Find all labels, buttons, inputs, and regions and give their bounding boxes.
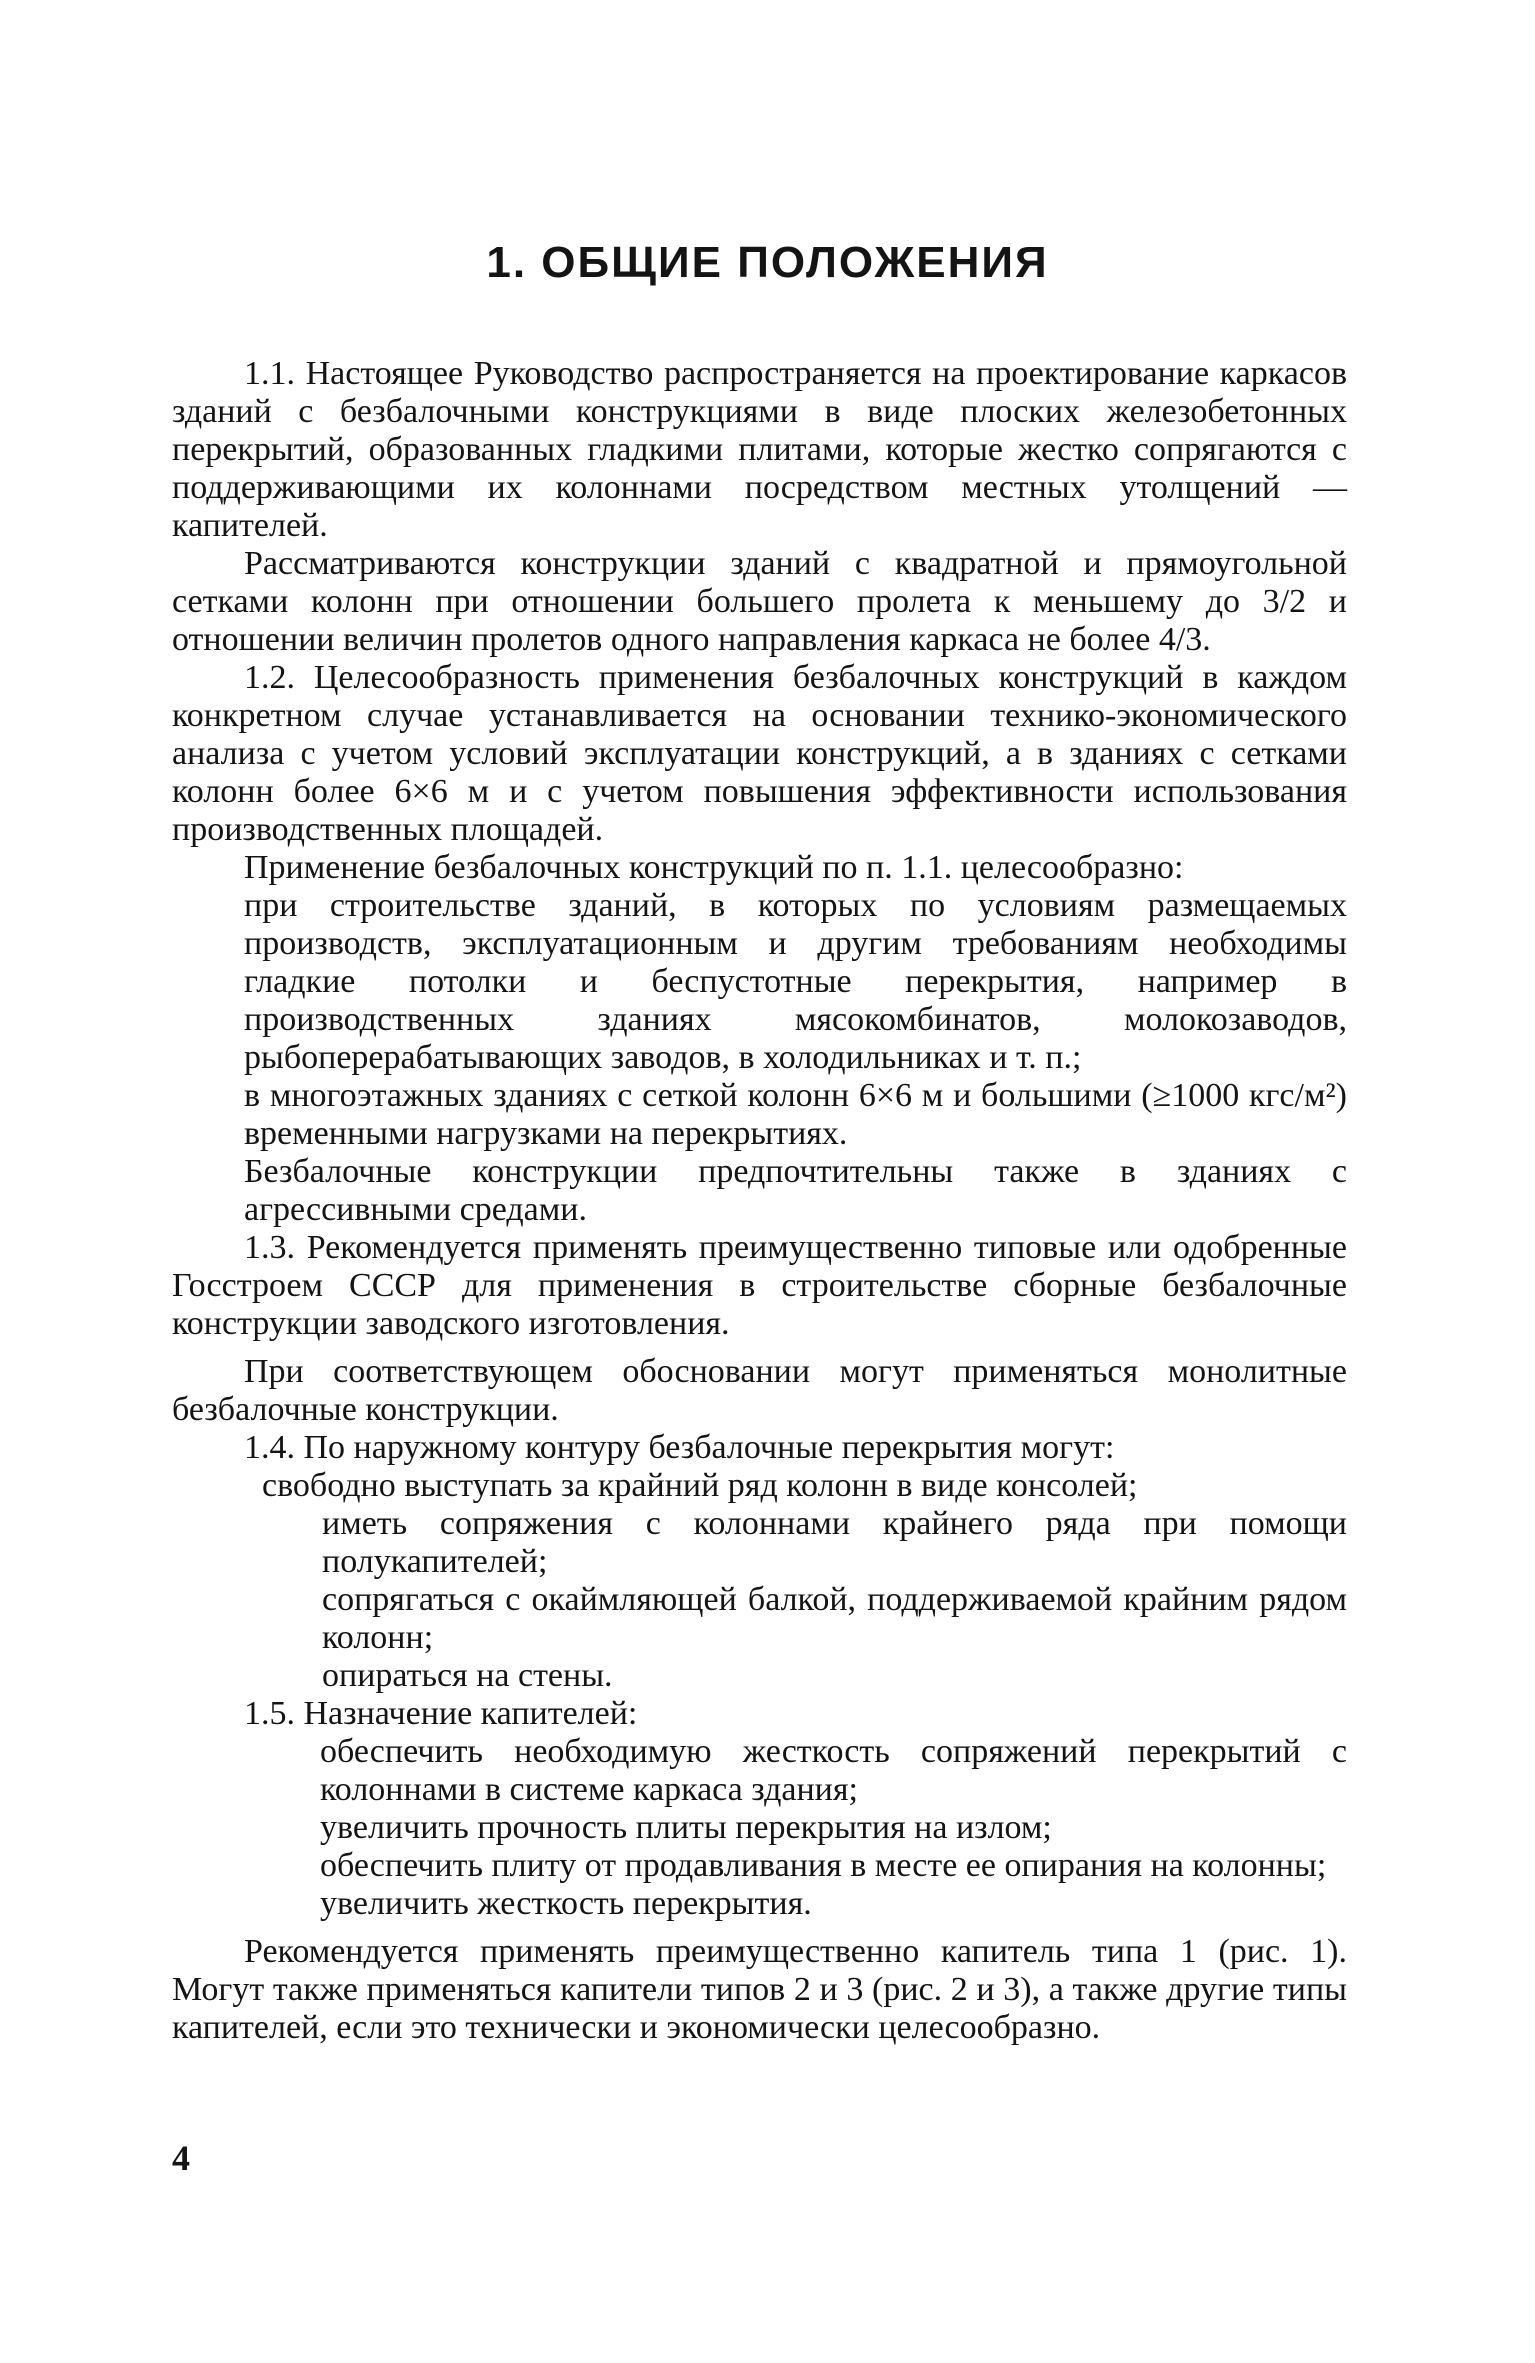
list-item: увеличить жесткость перекрытия.: [320, 1885, 812, 1922]
list-item: увеличить прочность плиты перекрытия на излом;: [320, 1809, 1052, 1846]
list-item: при строительстве зданий, в которых по условиям размещаемых производств, эксплуатационным и другим требованиям необходимы гладкие потолки и беспустотные перекрытия, например в производственных зданиях мясокомбинатов, молокозаводов, рыбоперерабатывающих заводов, в холодильниках и т. п.;: [244, 887, 1347, 1076]
list-item: сопрягаться с окаймляющей балкой, поддерживаемой крайним рядом колонн;: [322, 1581, 1347, 1656]
paragraph-scope: Рассматриваются конструкции зданий с квадратной и прямоугольной сетками колонн при отношении большего пролета к меньшему до 3/2 и отношении величин пролетов одного направления каркаса не более 4/3.: [172, 545, 1347, 658]
list-item: в многоэтажных зданиях с сеткой колонн 6×6 м и большими (≥1000 кгс/м²) временными нагрузками на перекрытиях.: [244, 1077, 1347, 1152]
section-title: 1. ОБЩИЕ ПОЛОЖЕНИЯ: [486, 238, 1049, 287]
list-item: опираться на стены.: [322, 1657, 613, 1694]
paragraph-1-5: 1.5. Назначение капителей:: [244, 1695, 638, 1732]
paragraph-1-2: 1.2. Целесообразность применения безбалочных конструкций в каждом конкретном случае устанавливается на основании технико-экономического анализа с учетом условий эксплуатации конструкций, а в зданиях с сетками колонн более 6×6 м и с учетом повышения эффективности использования производственных площадей.: [172, 659, 1347, 848]
paragraph-aggressive: Безбалочные конструкции предпочтительны также в зданиях с агрессивными средами.: [244, 1153, 1347, 1228]
list-item: иметь сопряжения с колоннами крайнего ряда при помощи полукапителей;: [322, 1505, 1347, 1580]
list-item: свободно выступать за крайний ряд колонн в виде консолей;: [262, 1467, 1138, 1504]
page-number: 4: [172, 2138, 190, 2178]
list-item: обеспечить необходимую жесткость сопряжений перекрытий с колоннами в системе каркаса здания;: [320, 1733, 1347, 1808]
paragraph-1-1: 1.1. Настоящее Руководство распространяется на проектирование каркасов зданий с безбалочными конструкциями в виде плоских железобетонных перекрытий, образованных гладкими плитами, которые жестко сопрягаются с поддерживающими их колоннами посредством местных утолщений — капителей.: [172, 355, 1347, 544]
paragraph-1-3: 1.3. Рекомендуется применять преимущественно типовые или одобренные Госстроем СССР для применения в строительстве сборные безбалочные конструкции заводского изготовления.: [172, 1229, 1347, 1342]
paragraph-1-4: 1.4. По наружному контуру безбалочные перекрытия могут:: [244, 1429, 1115, 1466]
document-body: [172, 355, 1347, 2047]
paragraph-monolithic: При соответствующем обосновании могут применяться монолитные безбалочные конструкции.: [172, 1353, 1347, 1428]
paragraph-capital-types: Рекомендуется применять преимущественно капитель типа 1 (рис. 1). Могут также применяться капители типов 2 и 3 (рис. 2 и 3), а также другие типы капителей, если это технически и экономически целесообразно.: [172, 1933, 1347, 2046]
paragraph-application: Применение безбалочных конструкций по п. 1.1. целесообразно:: [244, 849, 1184, 886]
list-item: обеспечить плиту от продавливания в месте ее опирания на колонны;: [320, 1847, 1327, 1884]
